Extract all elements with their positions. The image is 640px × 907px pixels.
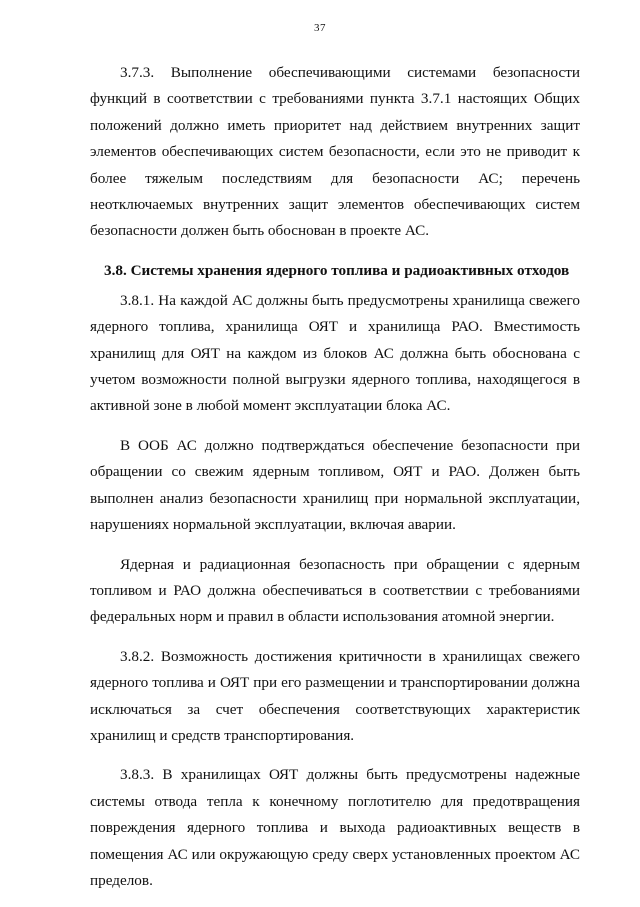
paragraph-3-8-2: 3.8.2. Возможность достижения критичности в хранилищах свежего ядерного топлива и ОЯТ при его размещении и транспортировании должна исключаться за счет обеспечения соответствующих характеристик хранилищ и средств транспортирования. [90, 647, 580, 744]
section-heading-3-8: 3.8. Системы хранения ядерного топлива и радиоактивных отходов [104, 261, 570, 279]
paragraph-nuclear-radiation-safety: Ядерная и радиационная безопасность при обращении с ядерным топливом и РАО должна обеспечиваться в соответствии с требованиями федеральных норм и правил в области использования атомной энергии. [90, 555, 580, 626]
paragraph-oob-safety: В ООБ АС должно подтверждаться обеспечение безопасности при обращении со свежим ядерным топливом, ОЯТ и РАО. Должен быть выполнен анализ безопасности хранилищ при нормальной эксплуатации, нарушениях нормальной эксплуатации, включая аварии. [90, 436, 580, 534]
paragraph-3-8-1: 3.8.1. На каждой АС должны быть предусмотрены хранилища свежего ядерного топлива, хранилища ОЯТ и хранилища РАО. Вместимость хранилищ для ОЯТ на каждом из блоков АС должна быть обоснована с учетом возможности полной выгрузки ядерного топлива, находящегося в активной зоне в любой момент эксплуатации блока АС. [90, 291, 580, 415]
document-body [90, 60, 580, 907]
page-number: 37 [314, 22, 326, 34]
paragraph-3-8-3: 3.8.3. В хранилищах ОЯТ должны быть предусмотрены надежные системы отвода тепла к конечному поглотителю для предотвращения повреждения ядерного топлива и выхода радиоактивных веществ в помещения АС или окружающую среду сверх установленных проектом АС пределов. [90, 766, 580, 889]
paragraph-3-7-3: 3.7.3. Выполнение обеспечивающими системами безопасности функций в соответствии с требованиями пункта 3.7.1 настоящих Общих положений должно иметь приоритет над действием внутренних защит элементов обеспечивающих систем безопасности, если это не приводит к более тяжелым последствиям для безопасности АС; перечень неотключаемых внутренних защит элементов обеспечивающих систем безопасности должен быть обоснован в проекте АС. [90, 64, 580, 240]
